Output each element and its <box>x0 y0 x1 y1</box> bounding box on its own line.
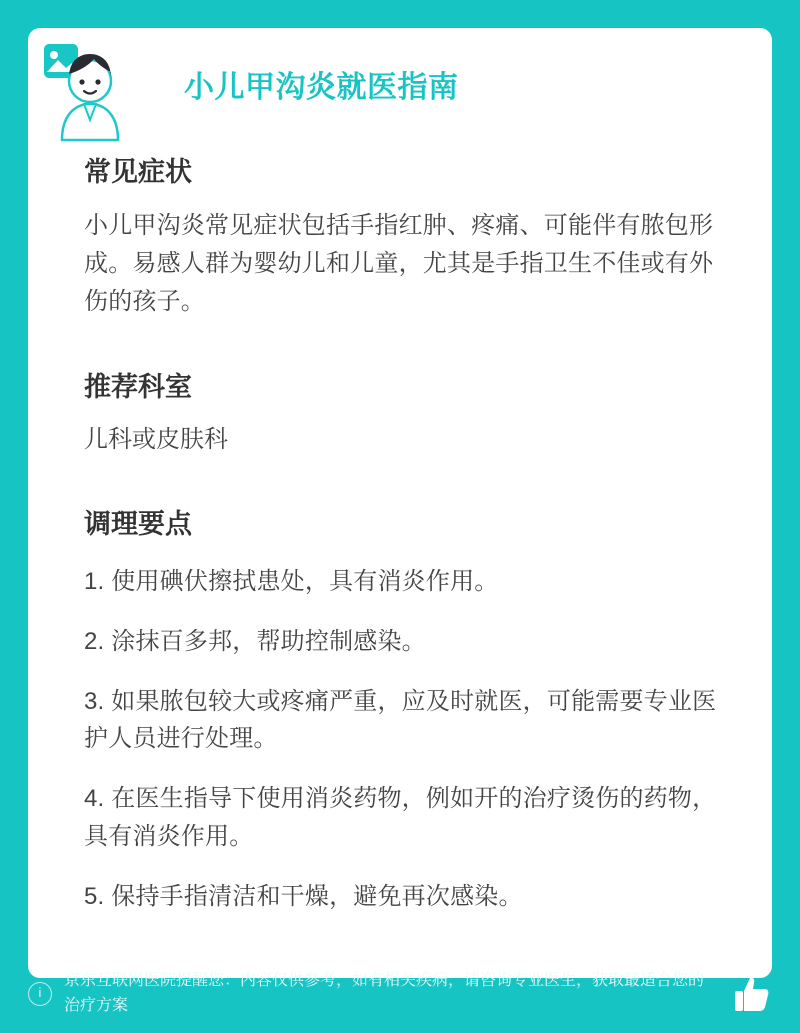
list-item: 4. 在医生指导下使用消炎药物，例如开的治疗烫伤的药物，具有消炎作用。 <box>84 785 717 851</box>
section-body-symptoms: 小儿甲沟炎常见症状包括手指红肿、疼痛、可能伴有脓包形成。易感人群为婴幼儿和儿童，尤其是手指卫生不佳或有外伤的孩子。 <box>84 212 714 315</box>
care-tips-list <box>66 563 734 916</box>
footer-text: 京东互联网医院提醒您：内容仅供参考，如有相关疾病，请咨询专业医生，获取最适合您的治疗方案 <box>64 972 705 1015</box>
info-circle-icon: i <box>28 982 52 1006</box>
list-item: 2. 涂抹百多邦，帮助控制感染。 <box>84 627 426 655</box>
list-item: 1. 使用碘伏擦拭患处，具有消炎作用。 <box>84 567 499 595</box>
section-body-department: 儿科或皮肤科 <box>84 425 228 453</box>
page-title: 小儿甲沟炎就医指南 <box>184 71 459 104</box>
footer-disclaimer <box>28 969 772 1019</box>
section-heading-department: 推荐科室 <box>84 371 192 402</box>
section-heading-symptoms: 常见症状 <box>84 157 192 187</box>
list-item: 3. 如果脓包较大或疼痛严重，应及时就医，可能需要专业医护人员进行处理。 <box>84 687 717 753</box>
thumbs-up-icon[interactable] <box>732 973 772 1015</box>
section-heading-care-tips: 调理要点 <box>84 508 192 539</box>
list-item: 5. 保持手指清洁和干燥，避免再次感染。 <box>84 883 523 911</box>
guide-card <box>28 28 772 978</box>
doctor-avatar-icon <box>28 28 148 148</box>
